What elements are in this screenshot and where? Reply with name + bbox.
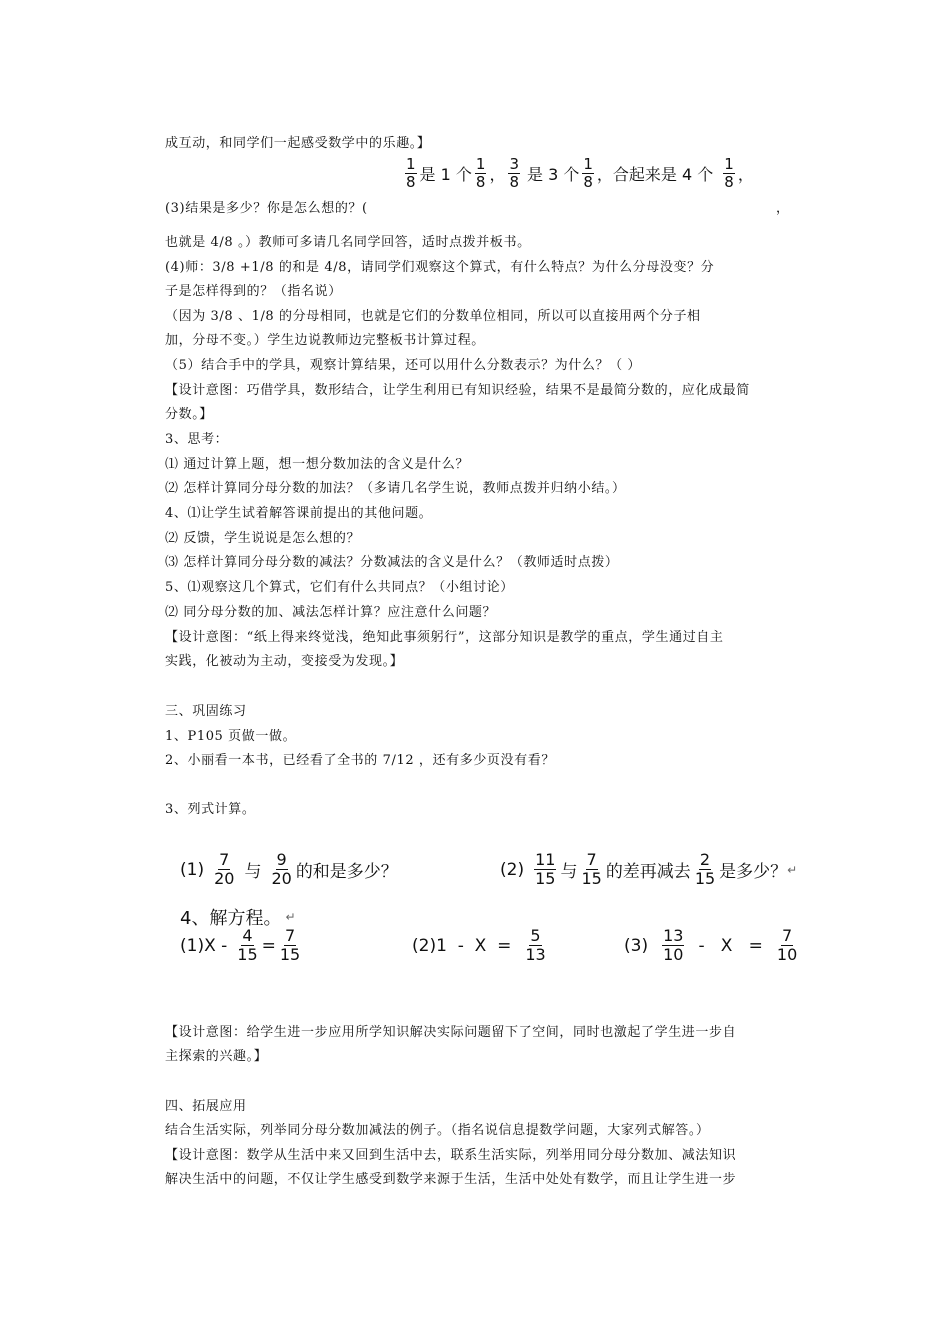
equation-2 — [412, 928, 550, 963]
text: 与 — [560, 862, 578, 882]
text: 的差再减去 — [605, 862, 691, 882]
paragraph: 主探索的兴趣。】 — [165, 1049, 268, 1064]
equation-1 — [180, 928, 304, 963]
text: ，合起来是 4 个 — [596, 165, 714, 184]
text: - X = — [698, 935, 763, 956]
text: 的和是多少？ — [295, 862, 398, 882]
fraction: $\frac{1}{8}$ — [475, 155, 486, 191]
paragraph: ⑶ 怎样计算同分母分数的减法？分数减法的含义是什么？（教师适时点拨） — [165, 555, 619, 570]
paragraph: 5、⑴观察这几个算式，它们有什么共同点？（小组讨论） — [165, 580, 514, 595]
return-mark-icon: ↵ — [787, 862, 798, 877]
text: = — [261, 935, 276, 956]
section-heading: 四、拓展应用 — [165, 1099, 247, 1114]
fraction: $\frac{1}{8}$ — [583, 155, 593, 191]
fraction: $\frac{5}{13}$ — [525, 926, 546, 964]
paragraph: ⑵ 同分母分数的加、减法怎样计算？应注意什么问题？ — [165, 605, 497, 620]
comma: ， — [737, 165, 754, 184]
label: (1) — [180, 859, 205, 880]
paragraph: 成互动，和同学们一起感受数学中的乐趣。】 — [165, 136, 431, 151]
paragraph: ⑵ 反馈，学生说说是怎么想的？ — [165, 531, 361, 546]
paragraph: 加，分母不变。）学生边说教师边完整板书计算过程。 — [165, 333, 485, 348]
fraction: $\frac{7}{15}$ — [581, 850, 602, 888]
paragraph: 【设计意图：给学生进一步应用所学知识解决实际问题留下了空间，同时也激起了学生进一步自 — [165, 1025, 737, 1040]
exercise-q1 — [180, 852, 398, 887]
fraction: $\frac{2}{15}$ — [694, 850, 716, 888]
comma: ， — [489, 165, 506, 184]
label: (2)1 - X = — [412, 935, 512, 956]
paragraph: ⑵ 怎样计算同分母分数的加法？（多请几名学生说，教师点拨并归纳小结。） — [165, 481, 626, 496]
paragraph: 2、小丽看一本书，已经看了全书的 7/12 ，还有多少页没有看？ — [165, 753, 555, 768]
heading: 3、思考： — [165, 432, 229, 447]
text: 是 3 个 — [527, 165, 580, 184]
paragraph: 1、P105 页做一做。 — [165, 729, 297, 744]
text: 是多少？ — [719, 862, 788, 882]
paragraph: (3)结果是多少？你是怎么想的？( — [165, 201, 368, 216]
fraction: $\frac{1}{8}$ — [724, 155, 734, 191]
paragraph: 4、⑴让学生试着解答课前提出的其他问题。 — [165, 506, 433, 521]
paragraph: 【设计意图：巧借学具，数形结合，让学生利用已有知识经验，结果不是最简分数的，应化成最简 — [165, 383, 750, 398]
fraction: $\frac{7}{10}$ — [776, 926, 798, 964]
section-heading: 三、巩固练习 — [165, 704, 247, 719]
comma: ， — [776, 201, 790, 216]
paragraph: 实践，化被动为主动，变接受为发现。】 — [165, 654, 404, 669]
fraction: $\frac{11}{15}$ — [535, 850, 556, 888]
paragraph: 【设计意图：数学从生活中来又回到生活中去，联系生活实际，列举用同分母分数加、减法知识 — [165, 1148, 737, 1163]
paragraph: 【设计意图：“纸上得来终觉浅，绝知此事须躬行”，这部分知识是教学的重点，学生通过自主 — [165, 630, 724, 645]
paragraph: (4)师：3/8 +1/8 的和是 4/8，请同学们观察这个算式，有什么特点？为什么分母没变？分 — [165, 260, 715, 275]
fraction: $\frac{7}{20}$ — [214, 850, 235, 888]
return-mark-icon: ↵ — [285, 910, 296, 924]
paragraph: 也就是 4/8 。）教师可多请几名同学回答，适时点拨并板书。 — [165, 235, 531, 250]
paragraph: 3、列式计算。 — [165, 802, 256, 817]
paragraph: 解决生活中的问题，不仅让学生感受到数学来源于生活，生活中处处有数学，而且让学生进一步 — [165, 1172, 737, 1187]
paragraph: 分数。】 — [165, 407, 213, 422]
text: 4、解方程。 — [180, 908, 282, 929]
fraction: $\frac{1}{8}$ — [406, 155, 416, 191]
fraction-explanation — [402, 157, 754, 190]
text: 与 — [244, 862, 262, 882]
paragraph: 子是怎样得到的？（指名说） — [165, 284, 342, 299]
paragraph: （5）结合手中的学具，观察计算结果，还可以用什么分数表示？为什么？（ ） — [165, 358, 642, 373]
exercise-q2 — [500, 852, 797, 887]
fraction: $\frac{9}{20}$ — [271, 850, 292, 888]
equation-3 — [624, 928, 801, 963]
paragraph: ⑴ 通过计算上题，想一想分数加法的含义是什么？ — [165, 457, 469, 472]
label: (2) — [500, 859, 525, 880]
label: (1)X - — [180, 935, 228, 956]
fraction: $\frac{3}{8}$ — [509, 155, 520, 191]
label: (3) — [624, 935, 649, 956]
paragraph: （因为 3/8 、1/8 的分母相同，也就是它们的分数单位相同，所以可以直接用两个分子相 — [165, 309, 701, 324]
heading-solve-equations — [180, 904, 296, 930]
paragraph: 结合生活实际，列举同分母分数加减法的例子。（指名说信息提数学问题，大家列式解答。） — [165, 1123, 710, 1138]
fraction: $\frac{4}{15}$ — [237, 926, 258, 964]
text: 是 1 个 — [419, 165, 472, 184]
fraction: $\frac{13}{10}$ — [663, 926, 684, 964]
fraction: $\frac{7}{15}$ — [279, 926, 301, 964]
